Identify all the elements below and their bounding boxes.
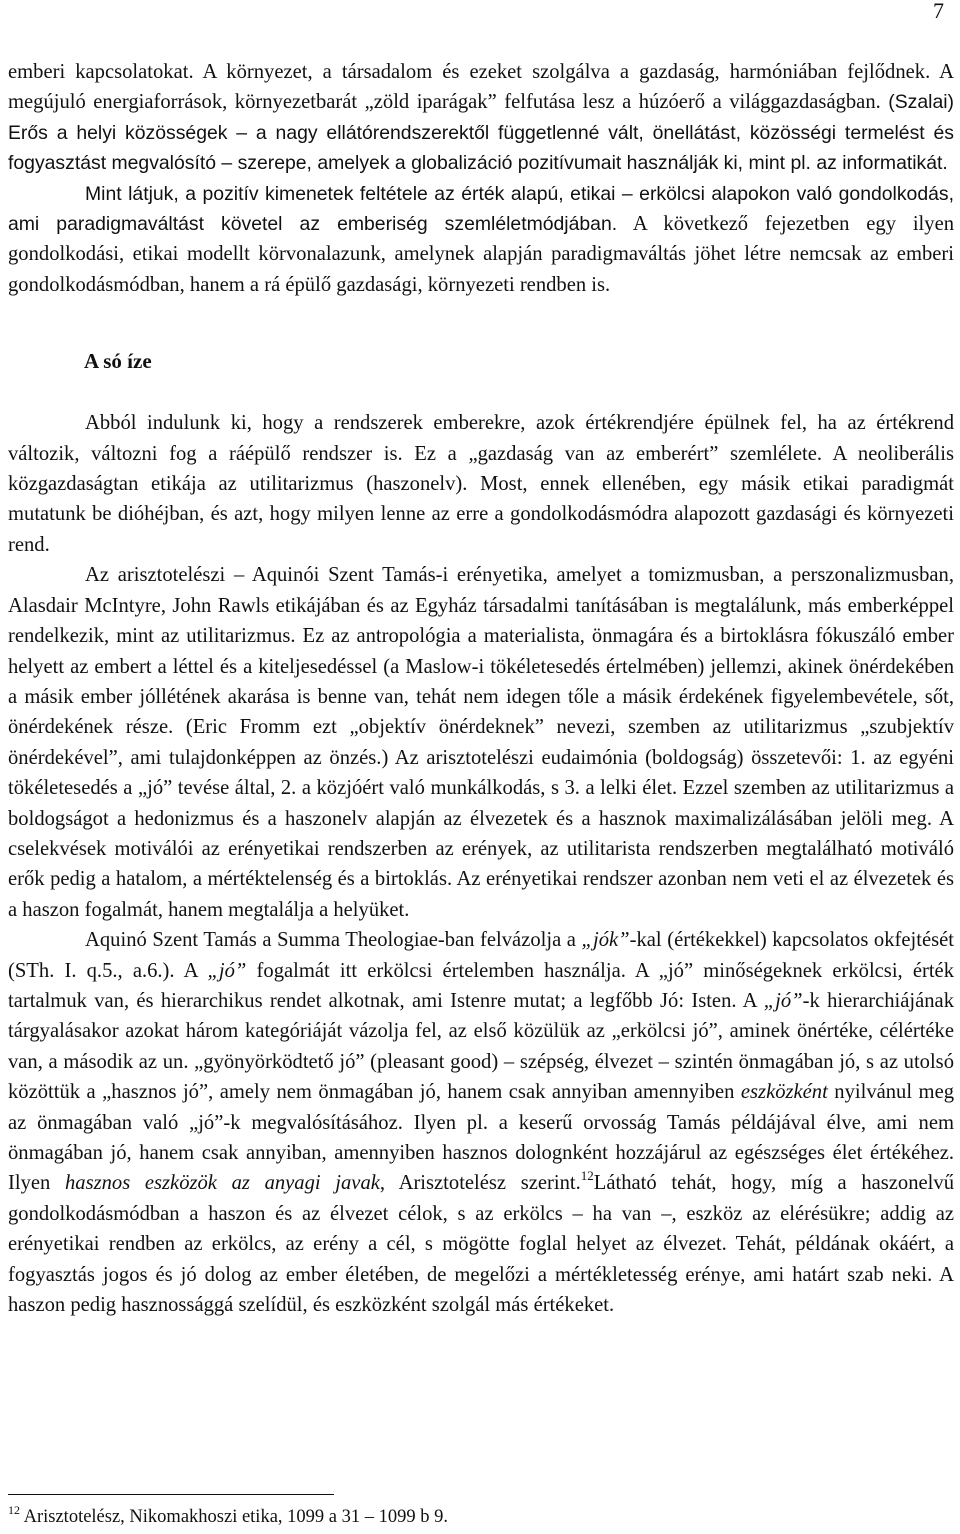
- paragraph-3: Abból indulunk ki, hogy a rendszerek emberekre, azok értékrendjére épülnek fel, ha az értékrend változik, változni fog a ráépülő rendszer is. Ez a „gazdaság van az emberért” szemlélete. A neoliberális közgazdaságtan etikája az utilitarizmus (haszonelv). Most, ennek ellenében, egy másik etikai paradigmát mutatunk be dióhéjban, és azt, hogy milyen lenne az erre a gondolkodásmódra alapozott gazdasági és környezeti rend.: [8, 412, 954, 556]
- paragraph-5: [8, 925, 954, 1320]
- paragraph-1-sans-text: (Szalai) Erős a helyi közösségek – a nagy ellátórendszerektől függetlenné vált, önellátást, közösségi termelést és fogyasztást megvalósító – szerepe, amelyek a globalizáció pozitívumait használják ki, mint pl. az informatikát.: [8, 91, 954, 175]
- footnote-reference[interactable]: 12: [580, 1168, 594, 1184]
- paragraph-1: [8, 57, 954, 179]
- p5-text-6: , Arisztotelész szerint.: [379, 1172, 581, 1195]
- p5-text-3: fogalmát itt erkölcsi értelemben használja. A „jó” minőségeknek erkölcsi, érték tartalmuk van, és hierarchikus rendet alkotnak, ami Istenre mutat; a legfőbb Jó: Isten. A: [8, 959, 954, 1012]
- paragraph-1-serif-text: emberi kapcsolatokat. A környezet, a társadalom és ezeket szolgálva a gazdaság, harmóniában fejlődnek. A megújuló energiaforrások, környezetbarát „zöld iparágak” felfutása lesz a húzóerő a világgazdaságban.: [8, 61, 954, 114]
- page-number: 7: [933, 0, 944, 23]
- paragraph-4: Az arisztotelészi – Aquinói Szent Tamás-i erényetika, amelyet a tomizmusban, a perszonalizmusban, Alasdair McIntyre, John Rawls etikájában és az Egyház társadalmi tanításában is megtalálunk, más emberképpel rendelkezik, mint az utilitarizmus. Ez az antropológia a materialista, önmagára és a birtoklásra fókuszáló ember helyett az embert a léttel és a kiteljesedéssel (a Maslow-i tökéletesedés értelmében) jellemzi, akinek önérdekében a másik ember jóllétének akarása is benne van, tehát nem idegen tőle a másik érdekének figyelembevétele, sőt, önérdekének része. (Eric Fromm ezt „objektív önérdeknek” nevezi, szemben az utilitarizmus „szubjektív önérdekével”, ami tulajdonképpen az önzés.) Az arisztotelészi eudaimónia (boldogság) összetevői: 1. az egyéni tökéletesedés a „jó” tevése által, 2. a közjóért való munkálkodás, s 3. a lelki élet. Ezzel szemben az utilitarizmus a boldogságot a hedonizmus és a haszonelv alapján az élvezetek és a hasznok maximalizálásában jelöli meg. A cselekvések motiválói az erényetikai rendszerben az erények, az utilitarista rendszerben megtalálható motiváló erők pedig a hatalom, a mértéktelenség és a birtoklás. Az erényetikai rendszer azonban nem veti el az élvezetek és a haszon fogalmát, hanem megtalálja a helyüket.: [8, 564, 954, 921]
- paragraph-2-serif-text: A következő fejezetben egy ilyen gondolkodási, etikai modellt körvonalazunk, amelynek alapján paradigmaváltás jöhet létre nemcsak az emberi gondolkodásmódban, hanem a rá épülő gazdasági, környezeti rendben is.: [8, 213, 955, 296]
- p5-italic-eszkozkent: eszközként: [740, 1081, 828, 1104]
- p5-text-7: Látható tehát, hogy, míg a haszonelvű gondolkodásmódban a haszon és az élvezet célok, s az erkölcs – ha van –, eszköz az elérésükre; addig az erényetikai rendben az erkölcs, az erény a cél, s mögötte foglal helyet az élvezet. Tehát, példának okáért, a fogyasztás jogos és jó dolog az ember életében, de megelőzi a mértékletesség erénye, ami határt szab neki. A haszon pedig hasznossággá szelídül, és eszközként szolgál más értékeket.: [8, 1172, 954, 1317]
- section-heading: A só íze: [84, 349, 152, 374]
- footnote-divider: [8, 1494, 334, 1495]
- p5-text-4: -k hierarchiájának tárgyalásakor azokat három kategóriáját vázolja fel, az első közülük az „erkölcsi jó”, aminek önértéke, célértéke van, a második az un. „gyönyörködtető jó” (pleasant good) – szépség, élvezet – szintén önmagában jó, s az utolsó közöttük a „hasznos jó”, amely nem önmagában jó, hanem csak annyiban amennyiben: [8, 989, 954, 1104]
- p5-text-5: nyilvánul meg az önmagában való „jó”-k megvalósításához. Ilyen pl. a keserű orvosság Tamás példájával élve, ami nem önmagában jó, hanem csak annyiban, amennyiben hasznos dolognként hozzájárul az egészséges élet értékéhez. Ilyen: [8, 1081, 955, 1195]
- p5-italic-jok: „jók”: [581, 929, 630, 952]
- p5-italic-hasznos-eszkozok: hasznos eszközök az anyagi javak: [64, 1172, 380, 1195]
- p5-text-1: Aquinó Szent Tamás a Summa Theologiae-ban felvázolja a: [85, 929, 582, 952]
- footnote-number: 12: [8, 1503, 20, 1517]
- p5-text-2: -kal (értékekkel) kapcsolatos okfejtését (STh. I. q.5., a.6.). A: [8, 929, 954, 982]
- p5-italic-jo-1: „jó”: [207, 959, 247, 982]
- main-text: [8, 57, 954, 1320]
- paragraph-2: [8, 179, 954, 301]
- footnote-text: Arisztotelész, Nikomakhoszi etika, 1099 a 31 – 1099 b 9.: [23, 1507, 448, 1527]
- p5-italic-jo-2: „jó”: [763, 989, 803, 1012]
- footnote: [8, 1505, 448, 1529]
- paragraph-2-sans-text: Mint látjuk, a pozitív kimenetek feltétele az érték alapú, etikai – erkölcsi alapokon való gondolkodás, ami paradigmaváltást követel az emberiség szemléletmódjában.: [8, 182, 954, 236]
